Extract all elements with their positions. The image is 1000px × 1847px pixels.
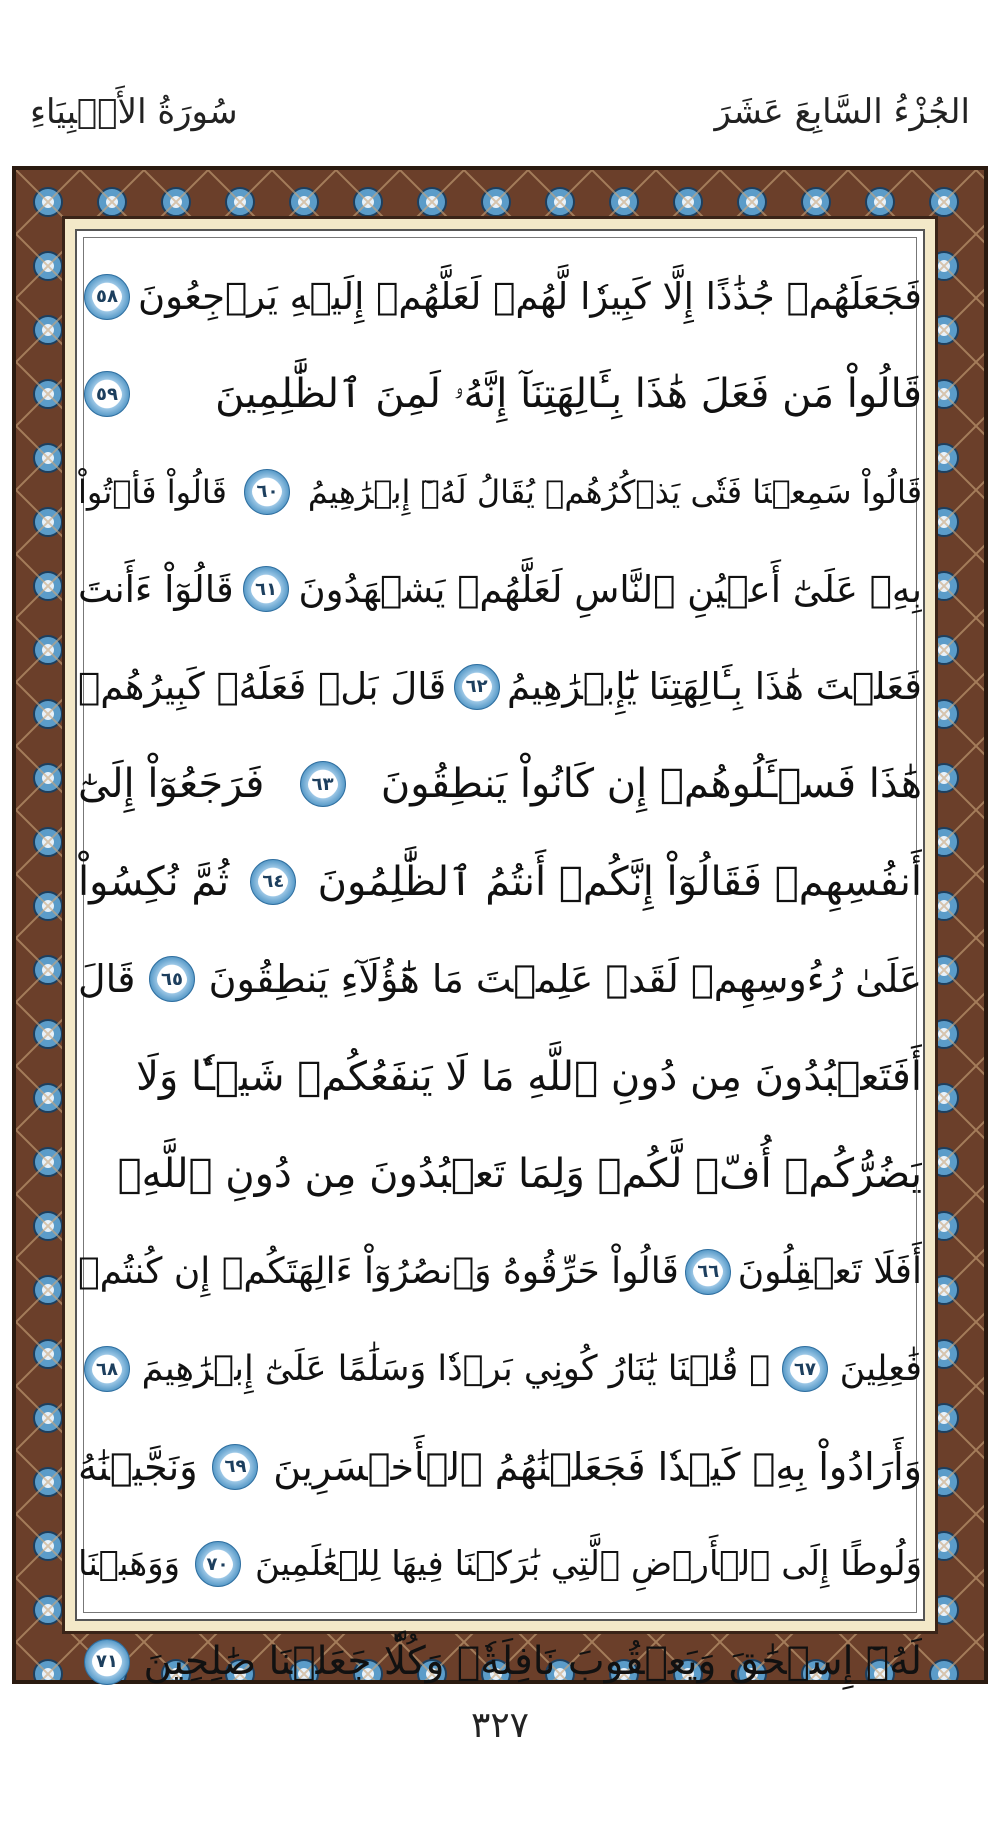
ayah-number: ٦٨	[92, 1357, 122, 1382]
verse-text: عَلَىٰ رُءُوسِهِمۡ لَقَدۡ عَلِمۡتَ مَا هَٰٓؤُلَآءِ يَنطِقُونَ	[208, 957, 922, 1002]
ayah-number: ٦٥	[157, 967, 187, 992]
verse-text: أَفَتَعۡبُدُونَ مِن دُونِ ٱللَّهِ مَا لَا يَنفَعُكُمۡ شَيۡـٔٗا وَلَا	[136, 1053, 922, 1100]
quran-text	[78, 248, 922, 1711]
ayah-marker-icon	[250, 859, 296, 905]
ayah-marker-icon	[149, 956, 195, 1002]
ayah-number: ٦١	[251, 577, 281, 602]
ayah-number: ٧١	[92, 1649, 122, 1674]
text-line	[78, 1418, 922, 1516]
text-line	[78, 1321, 922, 1419]
text-line	[78, 833, 922, 931]
ayah-marker-icon	[212, 1444, 258, 1490]
text-line	[78, 638, 922, 736]
verse-text: وَأَرَادُواْ بِهِۦ كَيۡدٗا فَجَعَلۡنَٰهُمُ ٱلۡأَخۡسَرِينَ	[273, 1444, 922, 1489]
verse-text: قَالُواْ سَمِعۡنَا فَتٗى يَذۡكُرُهُمۡ يُقَالُ لَهُۥٓ إِبۡرَٰهِيمُ	[307, 472, 922, 511]
surah-title: سُورَةُ الأَنۢبِيَاءِ	[30, 92, 238, 132]
text-line	[78, 1028, 922, 1126]
text-line	[78, 346, 922, 444]
text-line	[78, 931, 922, 1029]
ayah-marker-icon	[84, 371, 130, 417]
verse-text: أَنفُسِهِمۡ فَقَالُوٓاْ إِنَّكُمۡ أَنتُمُ ٱلظَّٰلِمُونَ	[317, 858, 922, 905]
verse-text: ثُمَّ نُكِسُواْ	[78, 858, 230, 905]
text-line	[78, 1126, 922, 1224]
verse-text: قَالُوٓاْ ءَأَنتَ	[78, 567, 234, 611]
ayah-marker-icon	[243, 566, 289, 612]
ayah-number: ٦٦	[693, 1259, 723, 1284]
text-line	[78, 736, 922, 834]
verse-text: وَوَهَبۡنَا	[78, 1544, 181, 1585]
ayah-marker-icon	[300, 761, 346, 807]
text-line	[78, 1223, 922, 1321]
verse-text: أَفَلَا تَعۡقِلُونَ	[737, 1251, 922, 1293]
verse-text: قَالُواْ مَن فَعَلَ هَٰذَا بِـَٔالِهَتِنَآ إِنَّهُۥ لَمِنَ ٱلظَّٰلِمِينَ	[215, 371, 922, 418]
text-line	[78, 443, 922, 541]
ayah-marker-icon	[84, 1639, 130, 1685]
ayah-marker-icon	[782, 1346, 828, 1392]
page-header	[0, 0, 1000, 160]
ayah-marker-icon	[454, 664, 500, 710]
verse-text: وَنَجَّيۡنَٰهُ	[78, 1444, 198, 1489]
juz-title: الجُزْءُ السَّابِعَ عَشَرَ	[714, 92, 970, 132]
verse-text: فَرَجَعُوٓاْ إِلَىٰٓ	[78, 761, 265, 808]
ayah-marker-icon	[84, 274, 130, 320]
verse-text: قَالُواْ حَرِّقُوهُ وَٱنصُرُوٓاْ ءَالِهَتَكُمۡ إِن كُنتُمۡ	[78, 1251, 679, 1293]
ayah-marker-icon	[84, 1346, 130, 1392]
verse-text: قَالُواْ فَأۡتُواْ	[78, 472, 227, 511]
ayah-number: ٦٩	[220, 1454, 250, 1479]
ayah-number: ٦٠	[252, 479, 282, 504]
verse-text: ۞ قُلۡنَا يَٰنَارُ كُونِي بَرۡدٗا وَسَلَٰمًا عَلَىٰٓ إِبۡرَٰهِيمَ	[141, 1349, 771, 1390]
verse-text: لَهُۥٓ إِسۡحَٰقَ وَيَعۡقُوبَ نَافِلَةٗۖ وَكُلّٗا جَعَلۡنَا صَٰلِحِينَ	[143, 1639, 922, 1685]
text-line	[78, 1516, 922, 1614]
ayah-number: ٦٢	[462, 674, 492, 699]
ayah-marker-icon	[195, 1541, 241, 1587]
ayah-number: ٦٧	[790, 1357, 820, 1382]
ayah-number: ٥٨	[92, 284, 122, 309]
verse-text: وَلُوطًا إِلَى ٱلۡأَرۡضِ ٱلَّتِي بَٰرَكۡنَا فِيهَا لِلۡعَٰلَمِينَ	[254, 1544, 922, 1585]
verse-text: بِهِۦ عَلَىٰٓ أَعۡيُنِ ٱلنَّاسِ لَعَلَّهُمۡ يَشۡهَدُونَ	[298, 567, 922, 611]
text-line	[78, 248, 922, 346]
ayah-number: ٧٠	[203, 1552, 233, 1577]
ayah-marker-icon	[685, 1249, 731, 1295]
verse-text: قَالَ	[78, 957, 136, 1002]
page-number: ٣٢٧	[470, 1705, 529, 1746]
text-line	[78, 541, 922, 639]
verse-text: يَضُرُّكُمۡ أُفّٖ لَّكُمۡ وَلِمَا تَعۡبُدُونَ مِن دُونِ ٱللَّهِۚ	[117, 1151, 922, 1198]
verse-text: فَجَعَلَهُمۡ جُذَٰذًا إِلَّا كَبِيرٗا لَّهُمۡ لَعَلَّهُمۡ إِلَيۡهِ يَرۡجِعُونَ	[137, 275, 922, 319]
ayah-number: ٦٣	[308, 772, 338, 797]
verse-text: هَٰذَا فَسۡـَٔلُوهُمۡ إِن كَانُواْ يَنطِقُونَ	[380, 761, 922, 808]
ayah-number: ٥٩	[92, 382, 122, 407]
verse-text: فَعَلۡتَ هَٰذَا بِـَٔالِهَتِنَا يَٰٓإِبۡرَٰهِيمُ	[507, 665, 922, 709]
verse-text: قَالَ بَلۡ فَعَلَهُۥ كَبِيرُهُمۡ	[78, 665, 447, 709]
ayah-marker-icon	[244, 469, 290, 515]
text-line	[78, 1613, 922, 1711]
ayah-number: ٦٤	[258, 869, 288, 894]
verse-text: فَٰعِلِينَ	[839, 1349, 922, 1390]
